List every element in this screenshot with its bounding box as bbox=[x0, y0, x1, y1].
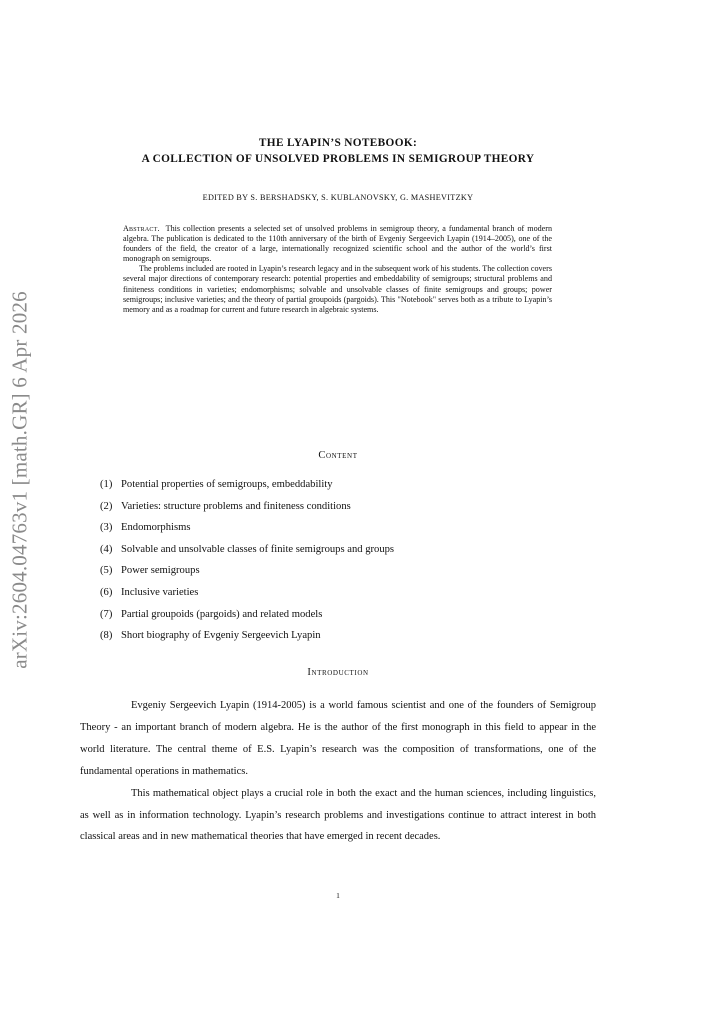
content-list-item bbox=[100, 608, 580, 630]
page-number: 1 bbox=[336, 891, 340, 900]
paper-title-line-1: THE LYAPIN’S NOTEBOOK: bbox=[258, 137, 418, 149]
introduction-body bbox=[80, 695, 596, 848]
content-item-number: (6) bbox=[100, 586, 113, 598]
content-list-item bbox=[100, 500, 580, 522]
content-list-item bbox=[100, 543, 580, 565]
introduction-heading: Introduction bbox=[307, 667, 369, 678]
content-item-text: Potential properties of semigroups, embeddability bbox=[121, 479, 333, 490]
abstract-block bbox=[123, 224, 552, 315]
paper-title-line-2: A COLLECTION OF UNSOLVED PROBLEMS IN SEMIGROUP THEORY bbox=[141, 153, 535, 165]
content-list-item bbox=[100, 478, 580, 500]
content-item-text: Varieties: structure problems and finiteness conditions bbox=[121, 500, 351, 512]
content-list-item bbox=[100, 564, 580, 586]
content-item-number: (3) bbox=[100, 522, 113, 534]
abstract-paragraph-1-text: This collection presents a selected set of unsolved problems in semigroup theory, a fundamental branch of modern algebra. The publication is dedicated to the 110th anniversary of the birth of Evgeniy Sergeevich Lyapin (1914–2005), one of the founders of the field, the creator of a large, internationally recognized scientific school and the author of the world’s first monograph on semigroups. bbox=[123, 224, 552, 264]
content-item-text: Inclusive varieties bbox=[121, 586, 199, 598]
content-heading: Content bbox=[318, 450, 358, 461]
content-item-number: (1) bbox=[100, 479, 113, 490]
content-item-number: (4) bbox=[100, 543, 113, 555]
content-item-number: (7) bbox=[100, 608, 113, 620]
abstract-label: Abstract. bbox=[123, 224, 160, 233]
content-item-number: (8) bbox=[100, 630, 113, 642]
content-item-text: Short biography of Evgeniy Sergeevich Lyapin bbox=[121, 630, 321, 642]
content-item-text: Partial groupoids (pargoids) and related models bbox=[121, 608, 323, 620]
content-list-item bbox=[100, 521, 580, 543]
introduction-paragraph-2: This mathematical object plays a crucial role in both the exact and the human sciences, including linguistics, as well as in information technology. Lyapin’s research problems and investigations continue to attract interest in both classical areas and in new mathematical theories that have emerged in recent decades. bbox=[80, 787, 596, 843]
content-list-item bbox=[100, 586, 580, 608]
content-item-number: (5) bbox=[100, 565, 113, 577]
arxiv-identifier-stamp bbox=[0, 0, 40, 1019]
content-item-text: Power semigroups bbox=[121, 565, 200, 577]
abstract-paragraph-2: The problems included are rooted in Lyapin’s research legacy and in the subsequent work of his students. The collection covers several major directions of contemporary research: potential properties and embeddability of semigroups; structural problems and finiteness conditions in varieties; endomorphisms; solvable and unsolvable classes of finite semigroups and groups; power semigroups; inclusive varieties; and the theory of partial groupoids (pargoids). This "Notebook" serves both as a tribute to Lyapin’s memory and as a roadmap for current and future research in algebraic systems. bbox=[123, 264, 552, 314]
content-item-text: Endomorphisms bbox=[121, 522, 191, 534]
content-item-number: (2) bbox=[100, 500, 113, 512]
editors-line: EDITED BY S. BERSHADSKY, S. KUBLANOVSKY, G. MASHEVITZKY bbox=[202, 193, 474, 202]
abstract-paragraph-1 bbox=[123, 224, 552, 264]
content-list bbox=[100, 478, 580, 651]
introduction-paragraph-1: Evgeniy Sergeevich Lyapin (1914-2005) is a world famous scientist and one of the founders of Semigroup Theory - an important branch of modern algebra. He is the author of the first monograph in this field to appear in the world literature. The central theme of E.S. Lyapin’s research was the composition of transformations, one of the fundamental operations in mathematics. bbox=[80, 700, 596, 777]
content-list-item bbox=[100, 629, 580, 651]
content-item-text: Solvable and unsolvable classes of finite semigroups and groups bbox=[121, 543, 395, 555]
arxiv-identifier-text: arXiv:2604.04763v1 [math.GR] 6 Apr 2026 bbox=[7, 291, 32, 669]
